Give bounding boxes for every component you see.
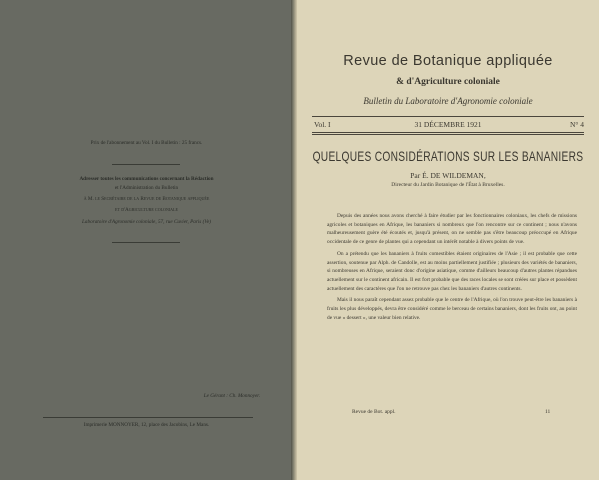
address-line-1: Adresser toutes les communications concernant la Rédaction (79, 176, 214, 182)
paragraph: Mais il nous paraît cependant assez probable que le centre de l'Afrique, où l'on trouve peut-être les bananiers à fruits les plus développés, devra être considéré comme le berceau de certains bananiers, dont les fruits ont, au point de vue « dessert », une valeur bien relative. (327, 297, 577, 321)
article-author: Par É. DE WILDEMAN, (410, 171, 486, 180)
right-page (297, 0, 599, 480)
paragraph: Depuis des années nous avons cherché à faire étudier par les fonctionnaires coloniaux, les chefs de missions agricoles et botaniques en Afrique, les bananiers si nombreux que l'on rencontre sur ce continent ; nous n'avons malheureusement guère été écoutés et, jusqu'à présent, on ne semble pas s'être beaucoup préoccupé en Afrique occidentale de ce genre de plantes qui a cependant un intérêt notable à divers points de vue. (327, 213, 577, 246)
header-rule-bottom-2 (312, 134, 584, 135)
issue-number: N° 4 (569, 120, 584, 129)
divider (112, 242, 180, 243)
subscription-price: Prix de l'abonnement au Vol. I du Bulletin : 25 francs. (90, 140, 203, 146)
printer-line: Imprimerie MONNOYER, 12, place des Jacobins, Le Mans. (83, 422, 210, 428)
article-title: QUELQUES CONSIDÉRATIONS SUR LES BANANIERS (312, 150, 584, 165)
divider (112, 164, 180, 165)
journal-title: Revue de Botanique appliquée (343, 53, 553, 69)
address-line-3: à M. le Secrétaire de la Revue de Botanique appliquée (83, 196, 210, 202)
address-line-2: et l'Administration du Bulletin (114, 185, 179, 191)
issue-date: 31 DÉCEMBRE 1921 (414, 120, 482, 129)
header-rule-top (312, 116, 584, 117)
header-rule-bottom (312, 132, 584, 133)
footer-journal-abbrev: Revue de Bot. appl. (352, 409, 396, 415)
gerant-line: Le Gérant : Ch. Monnoyer. (203, 393, 260, 399)
article-body (327, 212, 577, 325)
printer-rule (43, 417, 253, 418)
footer-signature-number: 11 (545, 409, 551, 415)
volume-label: Vol. I (314, 120, 331, 129)
left-page (0, 0, 293, 480)
paragraph: On a prétendu que les bananiers à fruits comestibles étaient originaires de l'Asie ; il est probable que cette assertion, soutenue par Alph. de Candolle, est au moins partiellement justifiée ; plusieurs des variétés de bananiers, si nombreuses en Afrique, seraient donc d'origine asiatique, comme d'ailleurs beaucoup d'autres plantes répandues actuellement sur le continent africain. Il est fort probable que des races locales se sont créées sur place et possèdent actuellement des caractères que l'on ne retrouve pas chez les bananiers d'autres continents. (327, 250, 577, 292)
address-line-5: Laboratoire d'Agronomie coloniale, 57, rue Cuvier, Paris (Ve) (82, 219, 211, 225)
address-line-4: et d'Agriculture coloniale (115, 207, 178, 213)
bulletin-line: Bulletin du Laboratoire d'Agronomie coloniale (363, 96, 533, 106)
author-affiliation: Directeur du Jardin Botanique de l'État à Bruxelles. (391, 182, 505, 188)
journal-subtitle: & d'Agriculture coloniale (396, 77, 500, 87)
